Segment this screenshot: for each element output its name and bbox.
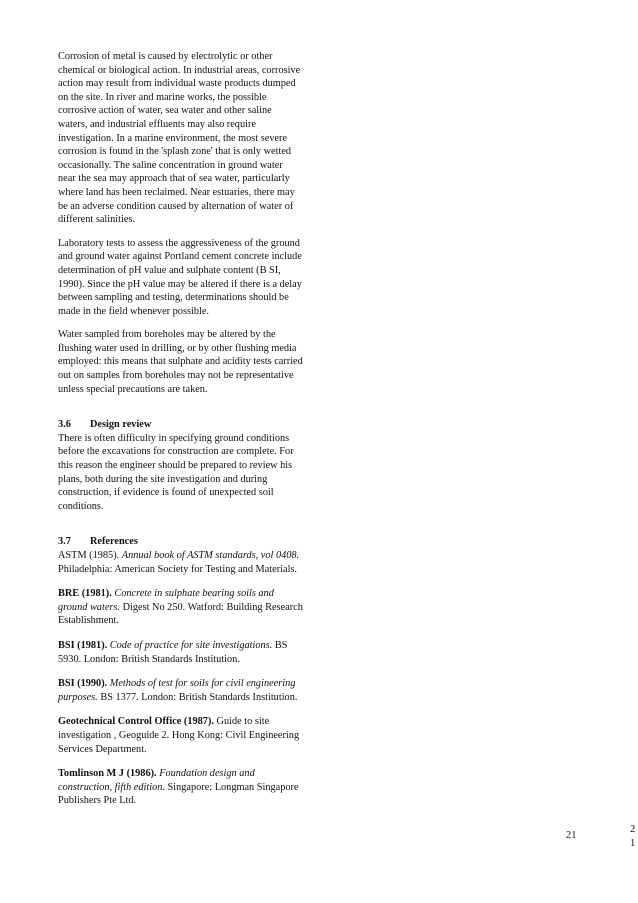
reference-title: Annual book of ASTM standards, vol 0408. <box>121 550 300 561</box>
reference-title: Foundation design and construction, fifth edition. <box>58 768 255 793</box>
reference-astm <box>58 549 303 576</box>
reference-geotechnical-control-office <box>58 715 303 756</box>
reference-author: ASTM (1985). <box>58 550 120 561</box>
reference-details: Singapore: Longman Singapore Publishers Pte Ltd. <box>58 781 299 807</box>
reference-details: BS 1377. London: British Standards Institution. <box>100 691 298 703</box>
reference-details: Philadelphia: American Society for Testing and Materials. <box>58 563 298 575</box>
reference-title: Code of practice for site investigations. <box>109 639 273 651</box>
section-number: 3.7 <box>58 536 71 548</box>
reference-title: Methods of test for soils for civil engineering purposes. <box>58 678 296 703</box>
section-title: References <box>90 536 138 548</box>
section-number: 3.6 <box>58 419 71 431</box>
cropped-edge-text: 2 1 <box>630 824 636 849</box>
paragraph-water-sampling: Water sampled from boreholes may be altered by the flushing water used in drilling, or by other flushing media employed: this means that sulphate and acidity tests carried out on samples from boreholes may not be representative unless special precautions are taken. <box>58 329 303 395</box>
reference-tomlinson <box>58 767 303 808</box>
reference-author: BRE (1981). <box>58 588 112 600</box>
reference-title: Concrete in sulphate bearing soils and ground waters. <box>58 588 274 613</box>
section-title: Design review <box>90 419 152 431</box>
reference-details: Guide to site investigation , Geoguide 2. Hong Kong: Civil Engineering Services Department. <box>58 716 300 755</box>
section-design-review <box>58 418 303 513</box>
reference-author: BSI (1990). <box>58 678 108 690</box>
paragraph-design-review: There is often difficulty in specifying ground conditions before the excavations for construction are complete. For this reason the engineer should be prepared to review his plans, both during the site investigation and during construction, if evidence is found of unexpected soil conditions. <box>58 432 294 512</box>
reference-details: Digest No 250. Watford: Building Research Establishment. <box>58 601 303 627</box>
reference-author: Geotechnical Control Office (1987). <box>58 716 214 728</box>
text-column <box>58 50 303 819</box>
section-heading <box>58 418 303 432</box>
reference-author: Tomlinson M J (1986). <box>58 768 157 780</box>
page-number: 21 <box>566 830 577 841</box>
section-references <box>58 535 303 808</box>
reference-author: BSI (1981). <box>58 639 108 651</box>
section-heading <box>58 535 303 549</box>
reference-bsi-1981 <box>58 639 303 666</box>
reference-bsi-1990 <box>58 677 303 704</box>
paragraph-corrosion: Corrosion of metal is caused by electrolytic or other chemical or biological action. In industrial areas, corrosive action may result from individual waste products dumped on the site. In river and marine works, the possible corrosive action of water, sea water and other saline waters, and industrial effluents may also require investigation. In a marine environment, the most severe corrosion is found in the 'splash zone' that is only wetted occasionally. The saline concentration in ground water near the sea may approach that of sea water, particularly where land has been reclaimed. Near estuaries, there may be an adverse condition caused by alternation of water of different salinities. <box>58 51 301 226</box>
reference-bre <box>58 587 303 628</box>
reference-details: BS 5930. London: British Standards Institution. <box>58 639 288 665</box>
paragraph-laboratory-tests: Laboratory tests to assess the aggressiveness of the ground and ground water against Portland cement concrete include determination of pH value and sulphate content (B SI, 1990). Since the pH value may be altered if there is a delay between sampling and testing, determinations should be made in the field whenever possible. <box>58 237 302 317</box>
